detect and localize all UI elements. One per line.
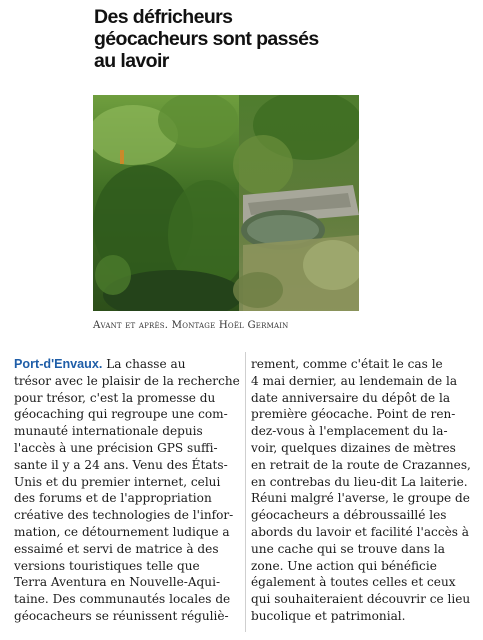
photo-illustration bbox=[93, 95, 359, 311]
left-line: essaimé et servi de matrice à des bbox=[14, 541, 219, 556]
left-line: des forums et de l'appropriation bbox=[14, 491, 212, 506]
headline bbox=[94, 6, 454, 72]
left-line: taine. Des communautés locales de bbox=[14, 592, 231, 607]
right-line: qui souhaiteraient découvrir ce lieu bbox=[251, 592, 471, 607]
left-line: créative des technologies de l'infor- bbox=[14, 508, 234, 523]
first-line bbox=[14, 356, 240, 373]
photo-caption: Avant et après. Montage Hoël Germain bbox=[93, 320, 289, 331]
right-line: également à toutes celles et ceux bbox=[251, 575, 456, 590]
article-column-right bbox=[251, 356, 477, 625]
left-line: trésor avec le plaisir de la recherche bbox=[14, 373, 240, 388]
right-line: Réuni malgré l'averse, le groupe de bbox=[251, 491, 470, 506]
article-column-left bbox=[14, 356, 240, 625]
column-divider bbox=[245, 352, 246, 632]
right-line: dez-vous à l'emplacement du la- bbox=[251, 424, 448, 439]
headline-line-3: au lavoir bbox=[94, 50, 169, 72]
right-line: date anniversaire du dépôt de la bbox=[251, 390, 451, 405]
right-line: première géocache. Point de ren- bbox=[251, 407, 456, 422]
right-line: en contrebas du lieu-dit La laiterie. bbox=[251, 474, 468, 489]
left-line: géocaching qui regroupe une com- bbox=[14, 407, 228, 422]
left-line: l'accès à une précision GPS suffi- bbox=[14, 440, 218, 455]
headline-line-1: Des défricheurs bbox=[94, 6, 233, 28]
right-line: en retrait de la route de Crazannes, bbox=[251, 457, 471, 472]
left-line: munauté internationale depuis bbox=[14, 424, 203, 439]
right-line: 4 mai dernier, au lendemain de la bbox=[251, 373, 458, 388]
right-line: une cache qui se trouve dans la bbox=[251, 541, 445, 556]
right-line: bucolique et patrimonial. bbox=[251, 608, 406, 623]
left-line: géocacheurs se réunissent réguliè- bbox=[14, 608, 229, 623]
right-line: abords du lavoir et facilité l'accès à bbox=[251, 524, 470, 539]
right-line: zone. Une action qui bénéficie bbox=[251, 558, 437, 573]
left-line: Terra Aventura en Nouvelle-Aqui- bbox=[14, 575, 221, 590]
left-line: versions touristiques telle que bbox=[14, 558, 200, 573]
headline-line-2: géocacheurs sont passés bbox=[94, 28, 319, 50]
left-line: mation, ce détournement ludique a bbox=[14, 524, 230, 539]
right-line: géocacheurs a débroussaillé les bbox=[251, 508, 447, 523]
right-line: voir, quelques dizaines de mètres bbox=[251, 440, 456, 455]
first-line-text: La chasse au bbox=[102, 357, 186, 371]
before-after-photo bbox=[93, 95, 359, 311]
left-line: sante il y a 24 ans. Venu des États- bbox=[14, 457, 228, 472]
left-line: pour trésor, c'est la promesse du bbox=[14, 390, 216, 405]
left-line: Unis et du premier internet, celui bbox=[14, 474, 221, 489]
right-line: rement, comme c'était le cas le bbox=[251, 357, 443, 371]
dateline: Port-d'Envaux. bbox=[14, 357, 103, 371]
